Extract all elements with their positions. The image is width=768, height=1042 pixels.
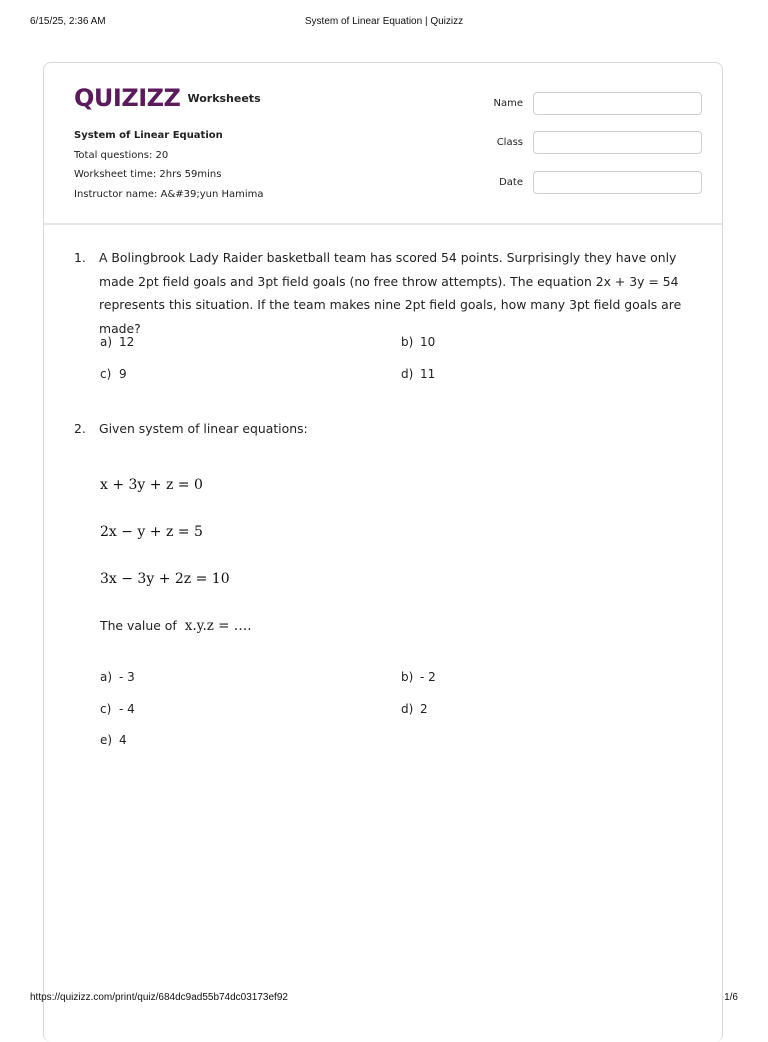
option-1b [401, 334, 435, 350]
option-value: 4 [119, 733, 127, 747]
print-datetime: 6/15/25, 2:36 AM [30, 16, 106, 27]
option-letter: e) [100, 733, 113, 747]
question-2 [74, 417, 694, 441]
option-2e [100, 732, 127, 748]
name-field[interactable] [533, 92, 702, 115]
option-1c [100, 366, 127, 382]
worksheet-title: System of Linear Equation [74, 130, 223, 141]
option-1d [401, 366, 435, 382]
question-prompt [100, 618, 252, 634]
option-value: 10 [420, 335, 436, 349]
total-questions: Total questions: 20 [74, 149, 169, 161]
class-label: Class [496, 137, 523, 148]
option-letter: d) [401, 367, 414, 381]
equation-3: 3x − 3y + 2z = 10 [100, 571, 230, 587]
name-field-row [485, 91, 702, 115]
option-value: 12 [119, 335, 135, 349]
option-value: 9 [119, 367, 127, 381]
option-value: - 4 [119, 702, 135, 716]
option-2d [401, 701, 428, 717]
class-field-row [485, 131, 702, 155]
date-field-row [485, 170, 702, 194]
option-2b [401, 669, 436, 685]
logo-row [74, 83, 261, 113]
question-number: 2. [74, 421, 86, 436]
print-page-number: 1/6 [724, 992, 738, 1003]
option-letter: a) [100, 670, 113, 684]
date-field[interactable] [533, 171, 702, 194]
prompt-math: x.y.z = …. [184, 618, 252, 634]
option-2c [100, 701, 135, 717]
question-1 [74, 246, 694, 336]
worksheet-time: Worksheet time: 2hrs 59mins [74, 169, 222, 180]
worksheet-header [44, 63, 722, 225]
option-letter: b) [401, 670, 414, 684]
print-footer [0, 992, 768, 1006]
option-value: - 3 [119, 670, 135, 684]
option-letter: d) [401, 702, 414, 716]
print-url: https://quizizz.com/print/quiz/684dc9ad55b74dc03173ef92 [30, 992, 288, 1003]
class-field[interactable] [533, 131, 702, 154]
equation-1: x + 3y + z = 0 [100, 477, 203, 493]
worksheet-card [43, 62, 723, 1042]
name-label: Name [493, 97, 523, 109]
logo-subtitle: Worksheets [187, 91, 261, 105]
option-letter: a) [100, 335, 113, 349]
option-letter: c) [100, 702, 112, 716]
option-value: - 2 [420, 670, 436, 684]
equation-2: 2x − y + z = 5 [100, 524, 203, 540]
option-1a [100, 334, 134, 350]
date-label: Date [499, 176, 523, 188]
print-page-title: System of Linear Equation | Quizizz [304, 16, 464, 27]
option-letter: b) [401, 335, 414, 349]
prompt-text: The value of [100, 618, 177, 633]
question-text: A Bolingbrook Lady Raider basketball team has scored 54 points. Surprisingly they have only made 2pt field goals and 3pt field goals (no free throw attempts). The equation 2x + 3y = 54 represents this situation. If the team makes nine 2pt field goals, how many 3pt field goals are made? [99, 250, 682, 336]
option-2a [100, 669, 135, 685]
question-text: Given system of linear equations: [99, 421, 308, 436]
instructor-name: Instructor name: A&#39;yun Hamima [74, 188, 264, 200]
question-number: 1. [74, 250, 86, 265]
quizizz-logo: QUIZIZZ [74, 84, 181, 112]
worksheet-meta [74, 126, 264, 204]
option-letter: c) [100, 367, 112, 381]
student-fields [485, 91, 702, 210]
option-value: 11 [420, 367, 436, 381]
option-value: 2 [420, 702, 428, 716]
print-header [0, 16, 768, 30]
